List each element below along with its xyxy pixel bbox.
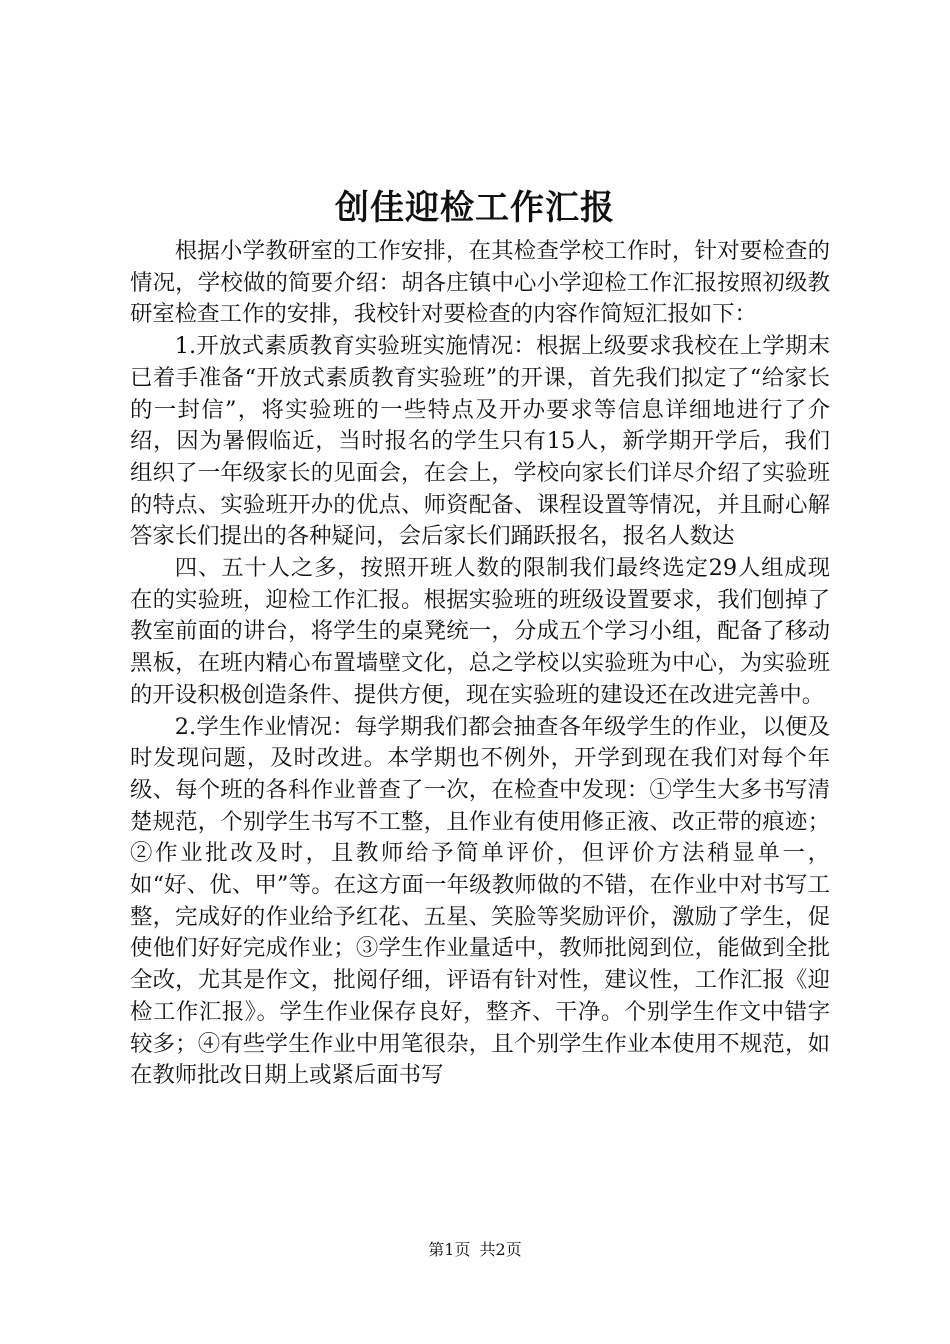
paragraph-intro: 根据小学教研室的工作安排，在其检查学校工作时，针对要检查的情况，学校做的简要介绍：胡各庄镇中心小学迎检工作汇报按照初级教研室检查工作的安排，我校针对要检查的内容作简短汇报如下： — [130, 238, 830, 328]
page-total: 共2页 — [479, 1240, 522, 1259]
paragraph-experimental-class: 1.开放式素质教育实验班实施情况：根据上级要求我校在上学期末已着手准备“开放式素质教育实验班”的开课，首先我们拟定了“给家长的一封信”，将实验班的一些特点及开办要求等信息详细地进行了介绍，因为暑假临近，当时报名的学生只有15人，新学期开学后，我们组织了一年级家长的见面会，在会上，学校向家长们详尽介绍了实验班的特点、实验班开办的优点、师资配备、课程设置等情况，并且耐心解答家长们提出的各种疑问，会后家长们踊跃报名，报名人数达 — [130, 333, 830, 550]
page-footer — [0, 1238, 950, 1262]
document-body — [130, 236, 830, 1092]
document-title: 创佳迎检工作汇报 — [335, 188, 615, 228]
paragraph-experimental-class-continued: 四、五十人之多，按照开班人数的限制我们最终选定29人组成现在的实验班，迎检工作汇报。根据实验班的班级设置要求，我们刨掉了教室前面的讲台，将学生的桌凳统一，分成五个学习小组，配备了移动黑板，在班内精心布置墙壁文化，总之学校以实验班为中心，为实验班的开设积极创造条件、提供方便，现在实验班的建设还在改进完善中。 — [130, 555, 830, 708]
page-number: 第1页 — [428, 1240, 471, 1259]
paragraph-homework: 2.学生作业情况：每学期我们都会抽查各年级学生的作业，以便及时发现问题，及时改进。本学期也不例外，开学到现在我们对每个年级、每个班的各科作业普查了一次，在检查中发现：①学生大多书写清楚规范，个别学生书写不工整，且作业有使用修正液、改正带的痕迹；②作业批改及时，且教师给予简单评价，但评价方法稍显单一，如“好、优、甲”等。在这方面一年级教师做的不错，在作业中对书写工整，完成好的作业给予红花、五星、笑脸等奖励评价，激励了学生，促使他们好好完成作业；③学生作业量适中，教师批阅到位，能做到全批全改，尤其是作文，批阅仔细，评语有针对性，建议性，工作汇报《迎检工作汇报》。学生作业保存良好，整齐、干净。个别学生作文中错字较多；④有些学生作业中用笔很杂，且个别学生作业本使用不规范，如在教师批改日期上或紧后面书写 — [130, 713, 830, 1089]
